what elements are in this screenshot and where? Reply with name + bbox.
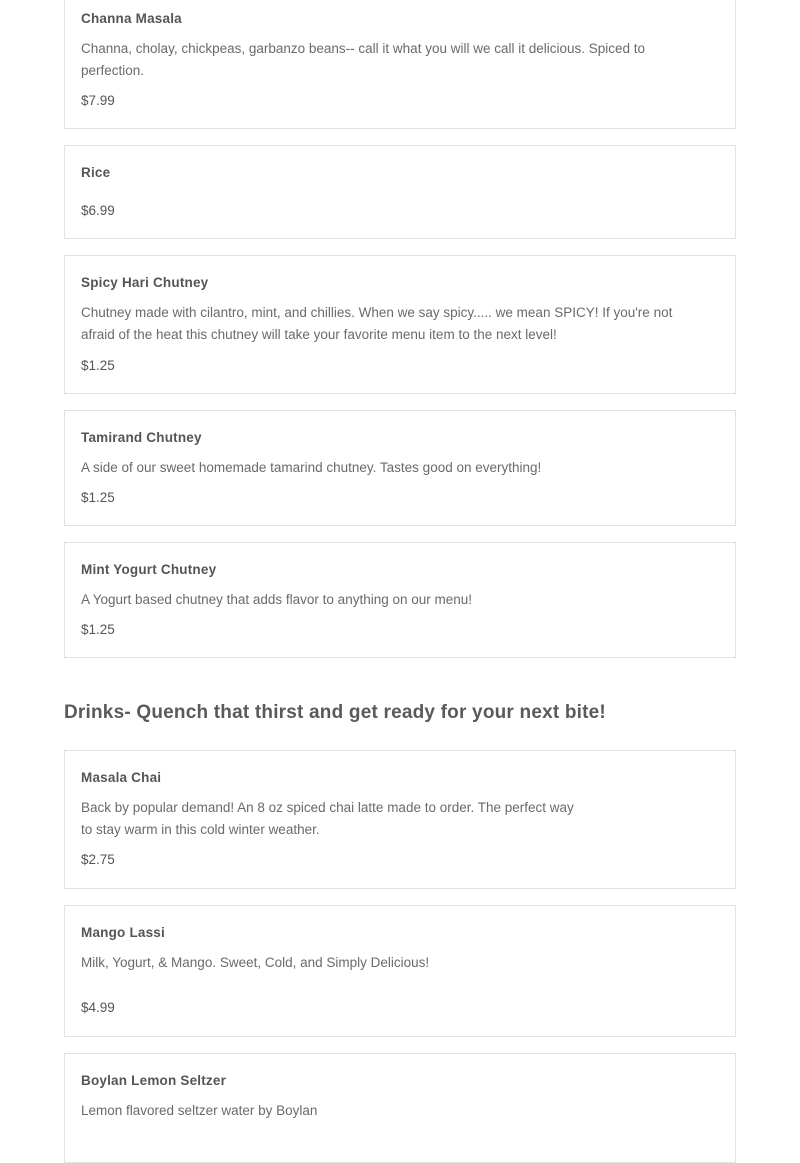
item-description: Lemon flavored seltzer water by Boylan xyxy=(81,1103,318,1118)
item-description: Channa, cholay, chickpeas, garbanzo beans-- call it what you will we call it delicious. Spiced to perfection. xyxy=(81,41,646,78)
drinks-section-heading-wrap xyxy=(64,674,736,750)
menu-item-card[interactable] xyxy=(64,0,736,129)
item-price: $2.75 xyxy=(81,852,115,867)
menu-page xyxy=(64,0,736,1163)
item-description: A side of our sweet homemade tamarind chutney. Tastes good on everything! xyxy=(81,460,542,475)
menu-item-card[interactable] xyxy=(64,410,736,526)
menu-item-card[interactable] xyxy=(64,542,736,658)
item-price: $4.99 xyxy=(81,1000,115,1015)
item-price: $1.25 xyxy=(81,358,115,373)
item-price: $6.99 xyxy=(81,203,115,218)
item-name: Spicy Hari Chutney xyxy=(81,275,209,290)
item-name: Tamirand Chutney xyxy=(81,430,202,445)
item-price: $7.99 xyxy=(81,93,115,108)
item-price: $1.25 xyxy=(81,490,115,505)
item-name: Masala Chai xyxy=(81,770,162,785)
item-name: Rice xyxy=(81,165,111,180)
section-title: Drinks- Quench that thirst and get ready for your next bite! xyxy=(64,702,606,723)
menu-item-card[interactable] xyxy=(64,255,736,394)
item-description: Back by popular demand! An 8 oz spiced chai latte made to order. The perfect way to stay warm in this cold winter weather. xyxy=(81,800,574,837)
item-name: Boylan Lemon Seltzer xyxy=(81,1073,227,1088)
item-name: Channa Masala xyxy=(81,11,182,26)
item-description: A Yogurt based chutney that adds flavor to anything on our menu! xyxy=(81,592,473,607)
item-name: Mango Lassi xyxy=(81,925,165,940)
item-price: $1.25 xyxy=(81,622,115,637)
item-description: Milk, Yogurt, & Mango. Sweet, Cold, and Simply Delicious! xyxy=(81,955,430,970)
menu-item-card[interactable] xyxy=(64,145,736,239)
menu-item-card[interactable] xyxy=(64,1053,736,1163)
menu-item-card[interactable] xyxy=(64,750,736,889)
item-name: Mint Yogurt Chutney xyxy=(81,562,217,577)
item-description: Chutney made with cilantro, mint, and chillies. When we say spicy..... we mean SPICY! If you're not afraid of the heat this chutney will take your favorite menu item to the next level! xyxy=(81,305,673,342)
menu-item-card[interactable] xyxy=(64,905,736,1037)
